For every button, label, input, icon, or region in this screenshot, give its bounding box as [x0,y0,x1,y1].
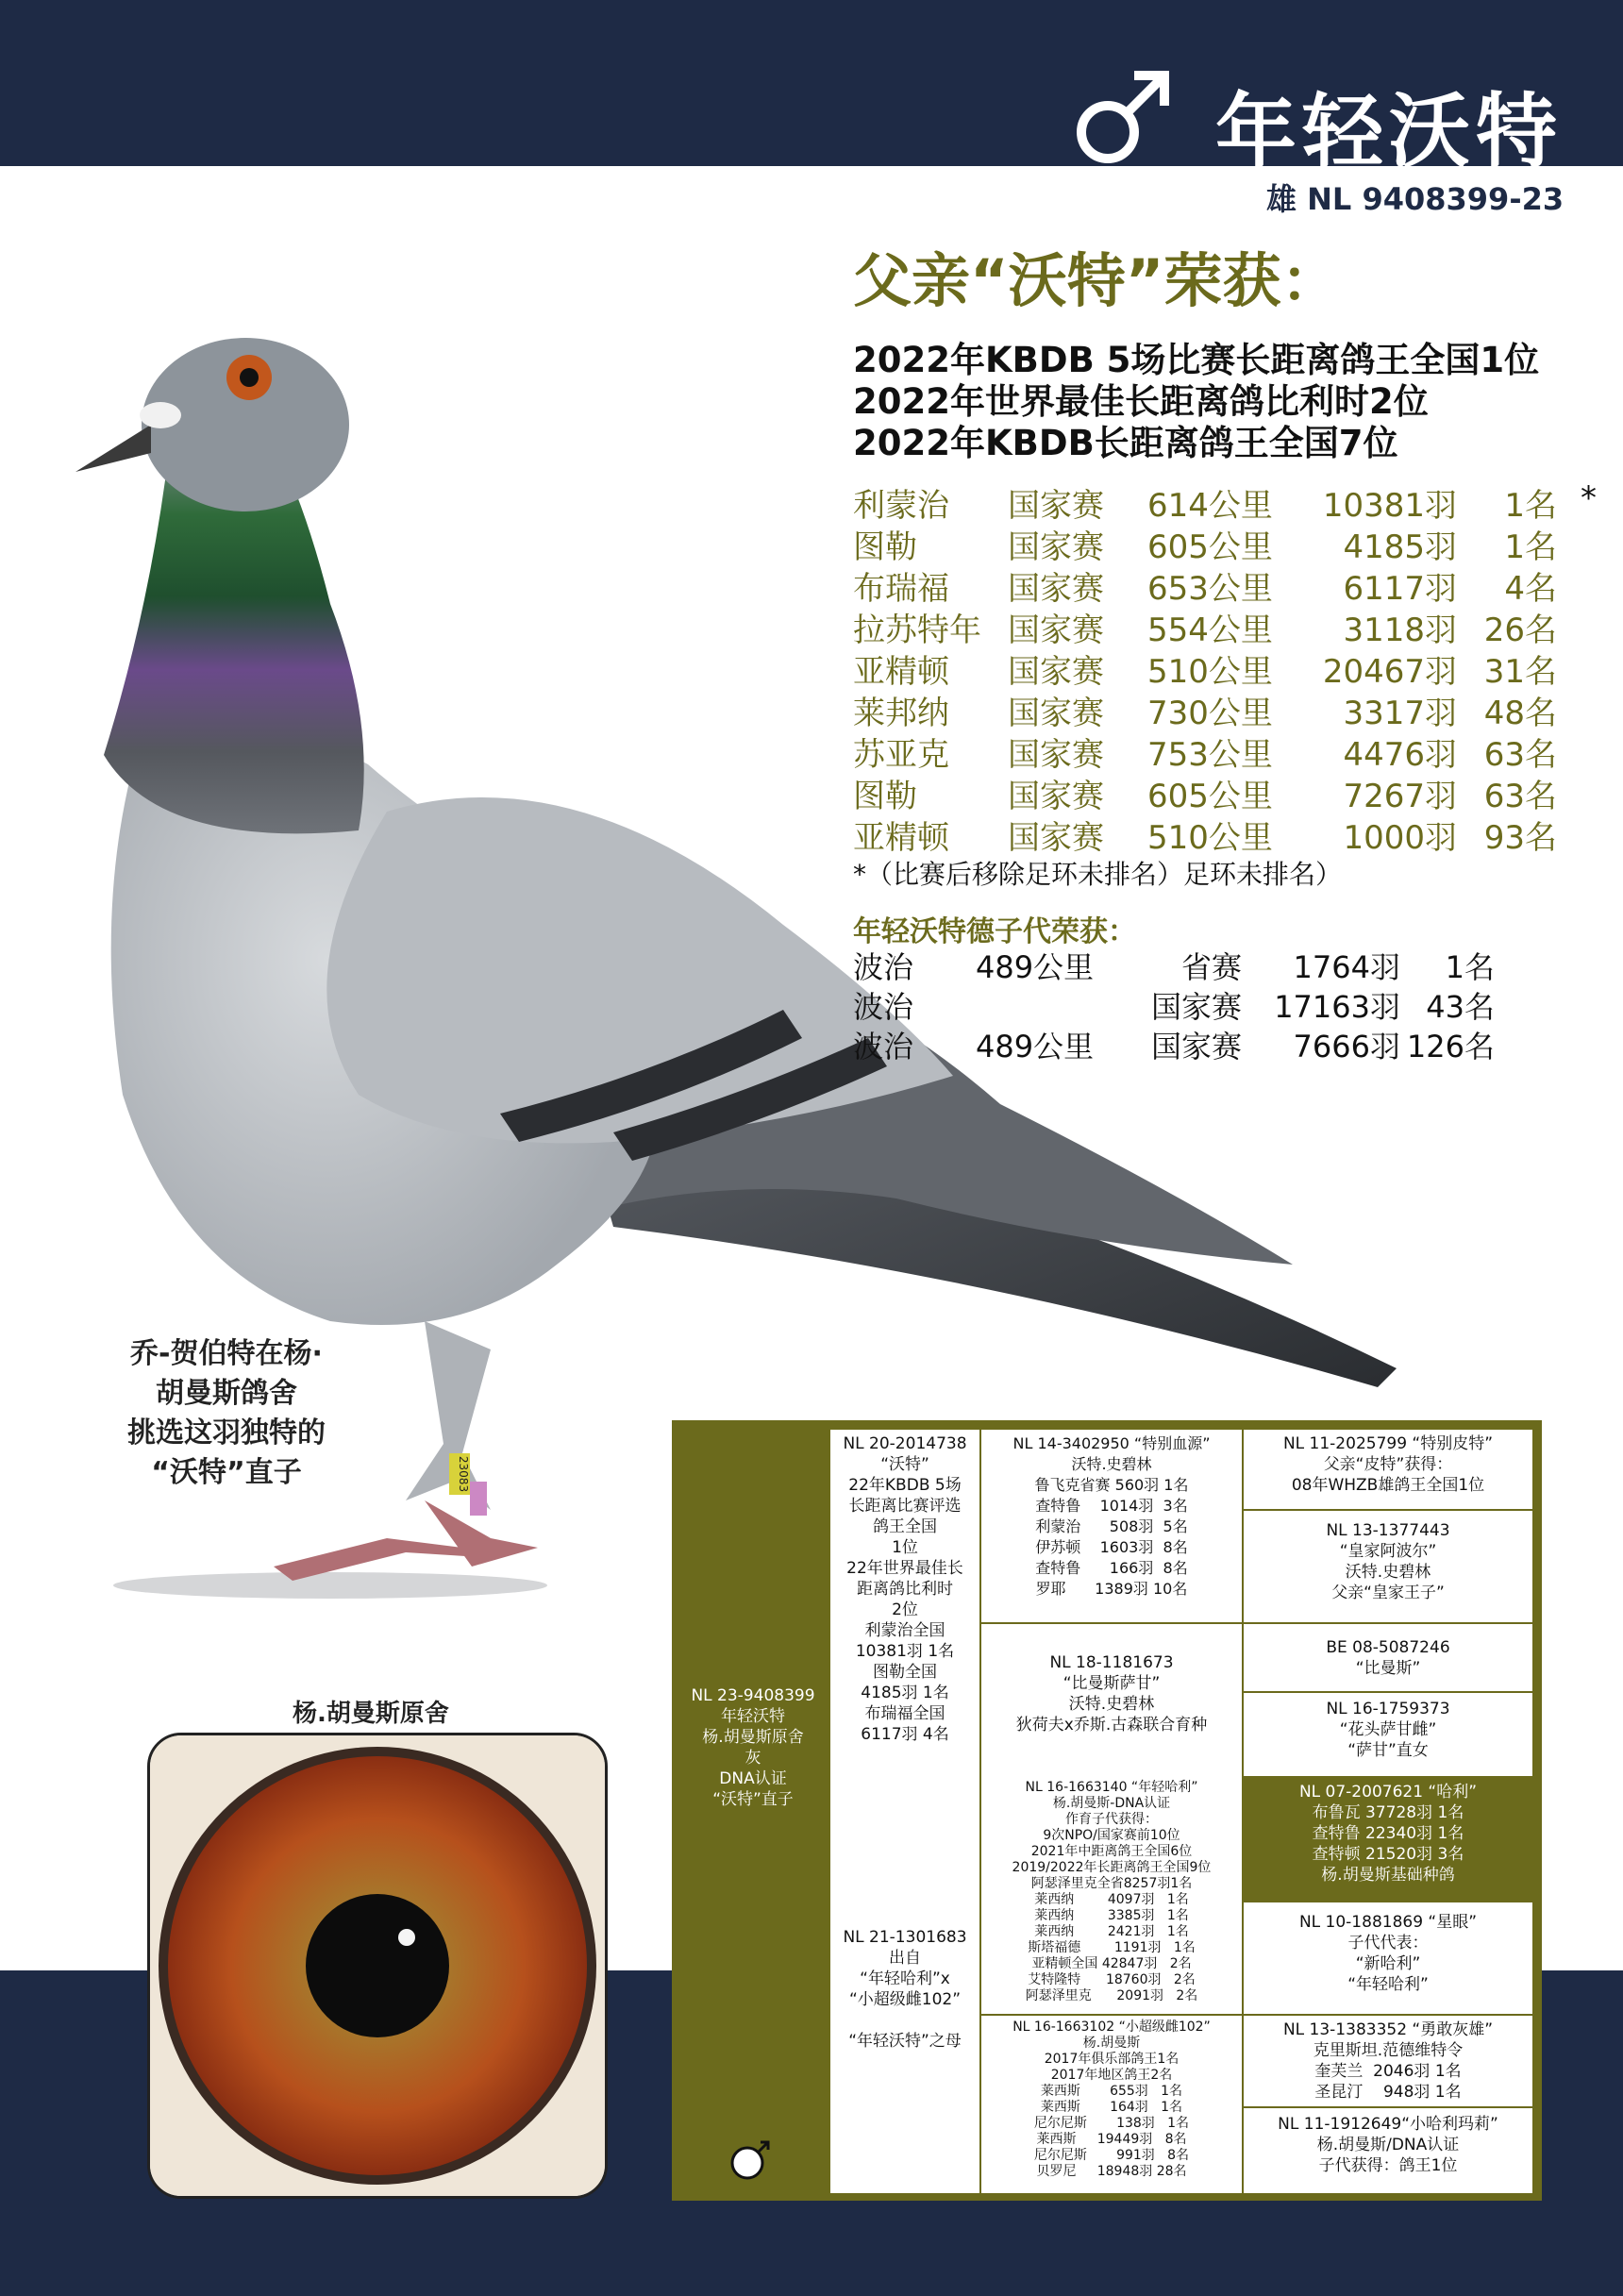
ped-line: 2019/2022年长距离鸽王全国9位 [1012,1860,1212,1875]
caption-line: 胡曼斯鸽舍 [156,1377,297,1410]
ped-line: 鲁飞克省赛 560羽 1名 [1034,1476,1189,1494]
race-distance: 605公里 [1147,528,1273,566]
sire-line: 图勒全国 [873,1663,937,1682]
race-rank: 93名 [1483,819,1557,857]
ped-line: 查特顿 21520羽 3名 [1312,1845,1464,1864]
ped-line: 艾特隆特 18760羽 2名 [1028,1972,1196,1987]
race-rank: 1名 [1504,487,1557,525]
race-birds: 3118羽 [1343,612,1457,649]
father-honors [853,340,1539,464]
pedigree-sire-sire [981,1430,1242,1622]
ped-line: 阿瑟泽里克 2091羽 2名 [1025,1988,1198,2003]
race-rank: 4名 [1504,570,1557,608]
ped-line: NL 18-1181673 [1049,1653,1174,1672]
ped-line: NL 13-1383352 “勇敢灰雄” [1282,2020,1494,2039]
ped-line: 克里斯坦.范德维特令 [1313,2041,1464,2060]
sire-line: 2位 [892,1600,918,1619]
pedigree-dds [1244,2016,1532,2106]
race-birds: 17163羽 [1274,989,1400,1025]
race-rank: 1名 [1504,528,1557,566]
offspring-heading: 年轻沃特德子代荣获： [853,915,1136,948]
ped-line: 布鲁瓦 37728羽 1名 [1312,1803,1464,1822]
selection-caption [104,1334,349,1493]
ped-line: 2017年俱乐部鸽王1名 [1044,2052,1180,2067]
male-symbol-icon [1064,62,1178,176]
ped-line: 圣昆汀 948羽 1名 [1314,2083,1462,2102]
ped-line: 2017年地区鸽王2名 [1050,2068,1173,2083]
race-birds: 7666羽 [1293,1029,1400,1064]
caption-line: 挑选这羽独特的 [127,1416,326,1450]
eye-photo [147,1733,608,2199]
race-rank: 63名 [1483,778,1557,815]
caption-line: 乔-贺伯特在杨· [130,1337,323,1370]
ped-line: 作育子代获得： [1065,1812,1158,1827]
ped-line: 杨.胡曼斯基础种鸽 [1321,1866,1455,1885]
race-birds: 7267羽 [1343,778,1457,815]
race-location: 波治 [853,1029,914,1064]
race-birds: 20467羽 [1322,653,1457,691]
pedigree-ssd [1244,1511,1532,1622]
ped-line: NL 11-2025799 “特别皮特” [1282,1434,1494,1453]
race-type: 国家赛 [1008,653,1104,691]
ped-line: 查特鲁 22340羽 1名 [1312,1824,1464,1843]
race-type: 国家赛 [1008,819,1104,857]
ped-line: 莱西纳 4097羽 1名 [1034,1892,1189,1907]
ped-line: 莱西斯 164羽 1名 [1040,2100,1183,2115]
ped-line: 08年WHZB雄鸽王全国1位 [1291,1476,1485,1495]
caption-line: “沃特”直子 [151,1456,302,1489]
ped-line: NL 13-1377443 [1326,1521,1450,1540]
ped-line: “年轻哈利” [1347,1975,1429,1994]
race-distance: 730公里 [1147,695,1273,732]
ped-line: 杨.胡曼斯 [1082,2036,1141,2051]
father-heading: 父亲“沃特”荣获： [853,246,1340,315]
ped-line: 子代代表： [1347,1934,1429,1952]
eye-caption: 杨.胡曼斯原舍 [293,1700,449,1728]
leg-ring-label: 23083 [457,1455,470,1493]
dam-line: “年轻哈利”x [860,1969,950,1988]
ped-line: 莱西斯 655羽 1名 [1040,2084,1183,2099]
race-location: 利蒙治 [853,487,949,525]
race-type: 国家赛 [1150,989,1242,1025]
race-birds: 3317羽 [1343,695,1457,732]
ped-line: 阿瑟泽里克全省8257羽1名 [1030,1876,1193,1891]
ped-line: 沃特.史碧林 [1071,1455,1152,1473]
pedigree-ddd [1244,2108,1532,2193]
sire-line: 22年世界最佳长 [846,1559,963,1578]
ped-line: 狄荷夫x乔斯.古森联合育种 [1015,1716,1208,1735]
race-rank: 43名 [1426,989,1495,1025]
sire-line: 鸽王全国 [873,1517,937,1536]
dam-line: 出自 [889,1949,921,1968]
race-type: 国家赛 [1150,1029,1242,1064]
ped-line: NL 16-1663140 “年轻哈利” [1025,1780,1198,1795]
race-location: 亚精顿 [853,819,949,857]
race-rank: 26名 [1483,612,1557,649]
ped-line: 沃特.史碧林 [1068,1695,1155,1714]
ped-line: 查特鲁 166羽 8名 [1035,1559,1188,1577]
ped-line: NL 14-3402950 “特别血源” [1012,1434,1211,1452]
ped-line: 沃特.史碧林 [1345,1563,1431,1582]
ped-line: 2021年中距离鸽王全国6位 [1030,1844,1193,1859]
ped-line: “新哈利” [1355,1954,1421,1973]
ped-line: 杨.胡曼斯-DNA认证 [1052,1796,1171,1811]
race-birds: 10381羽 [1322,487,1457,525]
pedigree-sire [830,1430,979,1776]
race-type: 国家赛 [1008,736,1104,774]
male-symbol-small-icon [728,2138,772,2182]
race-distance: 510公里 [1147,819,1273,857]
ped-line: NL 16-1759373 [1326,1700,1450,1718]
race-type: 国家赛 [1008,570,1104,608]
race-type: 国家赛 [1008,528,1104,566]
sire-line: 1位 [892,1538,918,1557]
race-distance: 510公里 [1147,653,1273,691]
race-type: 国家赛 [1008,612,1104,649]
sire-line: 长距离比赛评选 [848,1497,962,1516]
pedigree-subject [678,1685,828,1810]
subject-dna: DNA认证 [719,1769,787,1788]
race-location: 莱邦纳 [853,695,949,732]
subject-color: 灰 [745,1749,761,1768]
pedigree-dam-sire [981,1776,1242,2014]
race-birds: 1000羽 [1343,819,1457,857]
race-location: 苏亚克 [853,736,949,774]
sire-line: 4185羽 1名 [861,1684,949,1702]
subject-loft: 杨.胡曼斯原舍 [702,1728,804,1747]
race-distance: 489公里 [976,949,1095,985]
race-distance: 605公里 [1147,778,1273,815]
race-location: 图勒 [853,778,917,815]
race-location: 亚精顿 [853,653,949,691]
ring-number: 雄 NL 9408399-23 [1266,181,1564,217]
ped-line: 罗耶 1389羽 10名 [1035,1580,1188,1598]
race-rank: 63名 [1483,736,1557,774]
ped-line: 杨.胡曼斯/DNA认证 [1316,2136,1460,2154]
ped-line: 莱西斯 19449羽 8名 [1036,2132,1187,2147]
ped-line: NL 07-2007621 “哈利” [1298,1783,1478,1802]
ped-line: NL 10-1881869 “星眼” [1298,1913,1478,1932]
subject-name: 年轻沃特 [721,1707,785,1726]
race-birds: 6117羽 [1343,570,1457,608]
pigeon-name-title: 年轻沃特 [1215,85,1563,179]
ped-line: 9次NPO/国家赛前10位 [1043,1828,1180,1843]
ped-line: 父亲“皮特”获得： [1323,1455,1453,1474]
race-rank: 48名 [1483,695,1557,732]
dam-line: “小超级雌102” [848,1990,962,2009]
ped-line: 莱西纳 2421羽 1名 [1034,1924,1189,1939]
race-rank: 1名 [1445,949,1495,985]
pedigree-dam [830,1776,979,2193]
ped-line: “花头萨甘雌” [1339,1720,1437,1739]
ped-line: 莱西纳 3385羽 1名 [1034,1908,1189,1923]
ped-line: 奎芙兰 2046羽 1名 [1314,2062,1462,2081]
dam-line: “年轻沃特”之母 [848,2032,962,2051]
ped-line: NL 16-1663102 “小超级雌102” [1012,2019,1211,2035]
pedigree-dss [1244,1776,1532,1901]
race-birds: 1764羽 [1293,949,1400,985]
race-location: 布瑞福 [853,570,949,608]
race-location: 波治 [853,949,914,985]
ped-line: “比曼斯萨甘” [1062,1674,1161,1693]
ped-line: “比曼斯” [1355,1659,1421,1678]
race-mark: * [1581,479,1597,517]
sire-line: 距离鸽比利时 [857,1580,953,1599]
race-distance: 554公里 [1147,612,1273,649]
ped-line: 子代获得：鸽王1位 [1318,2156,1458,2175]
race-location: 波治 [853,989,914,1025]
race-distance: 489公里 [976,1029,1095,1064]
sire-line: NL 20-2014738 [843,1434,967,1453]
sire-line: 布瑞福全国 [864,1704,945,1723]
dam-line [830,2010,979,2031]
ped-line: 查特鲁 1014羽 3名 [1035,1497,1188,1515]
ped-line: 尼尔尼斯 138羽 1名 [1033,2116,1190,2131]
ped-line: 亚精顿全国 42847羽 2名 [1031,1956,1192,1971]
race-distance: 753公里 [1147,736,1273,774]
honor-line: 2022年世界最佳长距离鸽比利时2位 [853,381,1429,422]
sire-line: 6117羽 4名 [861,1725,949,1744]
subject-ring: NL 23-9408399 [691,1686,815,1705]
eye-icon [150,1735,605,2196]
subject-note: “沃特”直子 [712,1790,794,1809]
pedigree-sire-dam [981,1624,1242,1776]
race-birds: 4185羽 [1343,528,1457,566]
honor-line: 2022年KBDB长距离鸽王全国7位 [853,423,1398,463]
race-location: 拉苏特年 [853,612,981,649]
ped-line: “萨甘”直女 [1347,1741,1429,1760]
race-rank: 31名 [1483,653,1557,691]
race-distance: 614公里 [1147,487,1273,525]
race-type: 省赛 [1180,949,1242,985]
honor-line: 2022年KBDB 5场比赛长距离鸽王全国1位 [853,340,1540,380]
ped-line: NL 11-1912649“小哈利玛莉” [1278,2115,1498,2134]
sire-line: 22年KBDB 5场 [848,1476,962,1495]
race-type: 国家赛 [1008,487,1104,525]
ped-line: BE 08-5087246 [1326,1638,1450,1657]
race-distance: 653公里 [1147,570,1273,608]
pedigree-dsd [1244,1902,1532,2014]
race-location: 图勒 [853,528,917,566]
race-type: 国家赛 [1008,778,1104,815]
sire-line: 10381羽 1名 [855,1642,955,1661]
results-footnote: *（比赛后移除足环未排名）足环未排名） [853,859,1343,890]
ped-line: 父亲“皇家王子” [1331,1584,1445,1602]
ped-line: 斯塔福德 1191羽 1名 [1028,1940,1196,1955]
ped-line: 尼尔尼斯 991羽 8名 [1033,2148,1190,2163]
ped-line: 利蒙治 508羽 5名 [1035,1517,1188,1535]
race-birds: 4476羽 [1343,736,1457,774]
dam-line: NL 21-1301683 [843,1928,967,1947]
pedigree-dam-dam [981,2016,1242,2193]
ped-line: “皇家阿波尔” [1339,1542,1437,1561]
sire-line: 利蒙治全国 [864,1621,945,1640]
ped-line: 贝罗尼 18948羽 28名 [1036,2164,1187,2179]
race-type: 国家赛 [1008,695,1104,732]
pedigree-sss [1244,1430,1532,1509]
ped-line: 伊苏顿 1603羽 8名 [1035,1538,1188,1556]
pedigree-sdd [1244,1693,1532,1776]
pedigree-sds [1244,1624,1532,1691]
race-rank: 126名 [1406,1029,1495,1064]
sire-line: “沃特” [880,1455,929,1474]
